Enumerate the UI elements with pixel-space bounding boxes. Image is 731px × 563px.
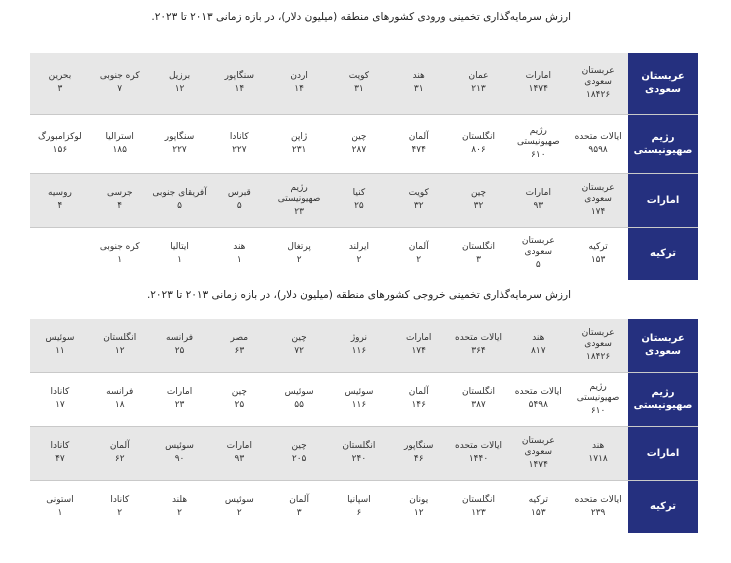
cell-country-name: فرانسه [165, 333, 194, 344]
table-cell [449, 173, 509, 227]
cell-country-name: هلند [171, 494, 188, 505]
table-cell [209, 114, 269, 173]
cell-country-name: کویت [348, 71, 370, 82]
cell-value: ۱۴۶ [411, 400, 426, 410]
cell-value: ۲۵ [234, 400, 245, 410]
table-cell [508, 114, 568, 173]
cell-country-name: سنگاپور [403, 441, 434, 451]
cell-value: ۵ [535, 260, 541, 271]
cell-country-name: هند [592, 441, 605, 451]
cell-value: ۱۴ [234, 84, 245, 95]
cell-value: ۱۴۴۰ [468, 454, 489, 464]
table-cell [150, 372, 210, 426]
table-cell [30, 480, 90, 533]
table-cell [508, 227, 568, 280]
cell-country-name: انگلستان [461, 387, 496, 397]
cell-country-name: ایرلند [348, 241, 369, 252]
cell-value: ۴ [57, 201, 63, 211]
cell-country-name: عربستان سعودی [521, 236, 555, 258]
cell-value: ۷ [117, 84, 123, 95]
table-cell [30, 227, 90, 280]
table-cell [209, 53, 269, 114]
cell-country-name: عمان [468, 71, 489, 82]
table-cell [90, 319, 150, 372]
table-cell [90, 372, 150, 426]
table-cell [30, 173, 90, 227]
cell-value: ۲۲۷ [172, 144, 187, 155]
table-cell [30, 372, 90, 426]
cell-country-name: رژیم صهیونیستی [576, 381, 620, 403]
cell-country-name: امارات [226, 441, 253, 451]
cell-country-name: هند [532, 333, 545, 344]
cell-value: ۴۷۴ [411, 144, 426, 155]
cell-value: ۲۸۷ [351, 144, 367, 155]
cell-value: ۲۵ [354, 201, 364, 211]
cell-value: ۳۱ [413, 84, 424, 95]
cell-country-name: سوئیس [224, 494, 254, 505]
table-cell [568, 173, 628, 227]
table-cell [150, 173, 210, 227]
cell-value: ۷۲ [294, 346, 304, 357]
cell-country-name: کنیا [352, 188, 366, 198]
cell-value: ۱۷ [55, 400, 65, 410]
table-cell [389, 426, 449, 480]
cell-value: ۲ [356, 254, 362, 265]
table-cell [269, 480, 329, 533]
cell-value: ۲ [296, 254, 302, 265]
table-cell [329, 173, 389, 227]
table-cell [30, 426, 90, 480]
table-cell [508, 480, 568, 533]
table-cell [209, 426, 269, 480]
row-header-country: رژیم صهیونیستی [628, 114, 698, 173]
cell-country-name: کانادا [50, 387, 70, 397]
table-cell [449, 372, 509, 426]
table-row [30, 114, 698, 173]
cell-country-name: استونی [46, 494, 74, 505]
table-cell [449, 53, 509, 114]
table-cell [90, 227, 150, 280]
cell-country-name: کانادا [50, 441, 70, 451]
table-row [30, 227, 698, 280]
table-cell [209, 372, 269, 426]
outbound-investment-table [30, 319, 698, 533]
table-cell [508, 372, 568, 426]
cell-country-name: برزیل [168, 71, 191, 82]
table-cell [568, 372, 628, 426]
cell-value: ۱۸ [114, 400, 125, 410]
table-cell [269, 426, 329, 480]
table-row [30, 372, 698, 426]
table-cell [508, 426, 568, 480]
table-cell [389, 227, 449, 280]
cell-country-name: چین [291, 441, 307, 451]
table-cell [568, 53, 628, 114]
cell-country-name: انگلستان [461, 131, 496, 142]
cell-country-name: ایالات متحده [514, 387, 562, 397]
cell-value: ۹۰ [174, 454, 185, 464]
cell-country-name: چین [291, 333, 307, 344]
table-cell [329, 114, 389, 173]
cell-country-name: کره جنوبی [99, 71, 140, 82]
cell-value: ۲۳۱ [291, 144, 307, 155]
table-cell [30, 114, 90, 173]
table-row [30, 319, 698, 372]
row-header-country: ترکیه [628, 227, 698, 280]
cell-country-name: استرالیا [105, 131, 134, 142]
cell-value: ۹۳ [234, 454, 245, 464]
cell-value: ۳۲ [413, 201, 424, 211]
cell-country-name: یونان [409, 494, 429, 505]
row-header-country: عربستان سعودی [628, 53, 698, 114]
cell-country-name: امارات [166, 387, 193, 397]
cell-value: ۱۲ [174, 84, 185, 95]
table-cell [508, 53, 568, 114]
cell-country-name: انگلستان [461, 241, 496, 252]
table-cell [508, 173, 568, 227]
row-header-country: عربستان سعودی [628, 319, 698, 372]
cell-value: ۲۳ [174, 400, 185, 410]
cell-value: ۱۲ [413, 507, 424, 518]
cell-country-name: چین [470, 188, 487, 198]
table-cell [449, 426, 509, 480]
cell-country-name: جرسی [106, 188, 133, 198]
cell-value: ۵ [236, 201, 242, 211]
cell-value: ۵۴۹۸ [528, 400, 548, 410]
table-cell [269, 319, 329, 372]
cell-value: ۱ [177, 254, 182, 265]
table-cell [30, 53, 90, 114]
cell-value: ۱ [236, 254, 242, 265]
cell-value: ۱۴۷۴ [528, 84, 548, 95]
cell-value: ۱۲ [114, 346, 125, 357]
cell-country-name: اسپانیا [347, 494, 371, 505]
table-cell [269, 114, 329, 173]
cell-value: ۱۸۴۲۶ [586, 351, 611, 362]
table-row [30, 480, 698, 533]
cell-country-name: لوکزامبورگ [38, 131, 82, 142]
table-cell [209, 173, 269, 227]
cell-value: ۱۸۴۲۶ [586, 89, 611, 100]
cell-country-name: سوئیس [284, 387, 314, 397]
cell-value: ۳۶۴ [471, 346, 486, 357]
table-cell [209, 480, 269, 533]
cell-value: ۵۵ [294, 400, 304, 410]
cell-value: ۴۷ [55, 454, 65, 464]
cell-country-name: امارات [406, 333, 432, 344]
cell-country-name: ایالات متحده [455, 441, 502, 451]
cell-country-name: عربستان سعودی [581, 182, 615, 204]
cell-value: ۴۶ [413, 454, 424, 464]
cell-country-name: ترکیه [528, 494, 548, 505]
inbound-investment-table [30, 53, 698, 280]
cell-country-name: آلمان [408, 387, 429, 397]
cell-value: ۳۲ [473, 201, 484, 211]
table-cell [269, 173, 329, 227]
cell-value: ۱ [117, 254, 123, 265]
table-cell [90, 480, 150, 533]
table-cell [449, 480, 509, 533]
row-header-country: رژیم صهیونیستی [628, 372, 698, 426]
cell-value: ۶ [356, 507, 362, 518]
cell-country-name: رژیم صهیونیستی [516, 126, 560, 147]
cell-country-name: بحرین [48, 71, 72, 82]
cell-country-name: نروژ [350, 333, 367, 344]
cell-value: ۹۵۹۸ [588, 144, 608, 155]
cell-value: ۱ [57, 507, 63, 518]
cell-country-name: چین [351, 131, 367, 142]
cell-country-name: چین [231, 387, 247, 397]
table-cell [389, 480, 449, 533]
cell-value: ۲۳ [294, 206, 304, 217]
table-cell [449, 319, 509, 372]
cell-country-name: انگلستان [461, 494, 496, 505]
cell-value: ۲۴۰ [351, 454, 367, 464]
table-cell [329, 227, 389, 280]
table-cell [90, 173, 150, 227]
cell-country-name: کانادا [229, 131, 249, 142]
cell-value: ۱۴۷۴ [528, 459, 548, 470]
cell-country-name: اردن [290, 71, 308, 82]
table-cell [568, 227, 628, 280]
cell-value: ۶۲ [114, 454, 125, 464]
cell-value: ۲ [416, 254, 422, 265]
cell-value: ۱۲۳ [471, 507, 486, 518]
cell-country-name: آلمان [289, 494, 310, 505]
table-cell [389, 173, 449, 227]
cell-country-name: رژیم صهیونیستی [277, 182, 321, 204]
table-cell [209, 227, 269, 280]
cell-value: ۸۰۶ [471, 144, 486, 155]
row-header-country: ترکیه [628, 480, 698, 533]
table-row [30, 53, 698, 114]
table-cell [389, 53, 449, 114]
cell-country-name: سوئیس [165, 441, 194, 451]
cell-country-name: آلمان [408, 131, 429, 142]
cell-value: ۱۱۶ [351, 346, 367, 357]
table-cell [150, 319, 210, 372]
table-cell [568, 426, 628, 480]
cell-country-name: هند [233, 241, 246, 252]
table-cell [568, 114, 628, 173]
cell-value: ۲ [117, 507, 123, 518]
table-cell [329, 480, 389, 533]
table-cell [329, 319, 389, 372]
cell-value: ۳ [296, 507, 302, 518]
table-cell [269, 227, 329, 280]
table-cell [568, 480, 628, 533]
table-cell [329, 372, 389, 426]
cell-country-name: ایالات متحده [574, 494, 622, 505]
cell-country-name: امارات [525, 71, 551, 82]
cell-value: ۱۵۶ [52, 144, 68, 155]
table-cell [269, 53, 329, 114]
table-cell [508, 319, 568, 372]
table-cell [449, 227, 509, 280]
cell-country-name: سوئیس [344, 387, 374, 397]
cell-country-name: ایتالیا [170, 241, 189, 252]
cell-value: ۱۱ [55, 346, 65, 357]
inbound-caption: ارزش سرمایه‌گذاری تخمینی ورودی کشورهای منطقه (میلیون دلار)، در بازه زمانی ۲۰۱۳ تا ۲۰۲۳. [151, 11, 571, 23]
table-cell [150, 227, 210, 280]
cell-value: ۶۱۰ [531, 150, 546, 160]
cell-country-name: ژاپن [291, 131, 308, 142]
cell-value: ۵ [177, 201, 182, 211]
cell-country-name: عربستان سعودی [581, 327, 615, 349]
cell-value: ۱۸۵ [112, 144, 127, 155]
cell-country-name: روسیه [48, 188, 72, 198]
cell-value: ۲ [177, 507, 182, 518]
cell-value: ۸۱۷ [531, 346, 546, 357]
cell-country-name: آلمان [408, 241, 429, 252]
row-header-country: امارات [628, 173, 698, 227]
cell-value: ۲ [236, 507, 242, 518]
cell-value: ۱۵۳ [590, 254, 606, 265]
cell-country-name: کویت [408, 188, 429, 198]
cell-country-name: سنگاپور [164, 131, 195, 142]
cell-value: ۱۴ [294, 84, 304, 95]
cell-value: ۱۷۴ [590, 206, 606, 217]
table-cell [30, 319, 90, 372]
table-cell [269, 372, 329, 426]
cell-country-name: فرانسه [106, 387, 134, 397]
cell-value: ۲۱۳ [471, 84, 486, 95]
cell-value: ۱۱۶ [351, 400, 367, 410]
cell-value: ۹۳ [533, 201, 544, 211]
cell-country-name: آلمان [109, 441, 130, 451]
table-cell [449, 114, 509, 173]
table-cell [150, 480, 210, 533]
cell-country-name: مصر [230, 333, 249, 344]
outbound-caption: ارزش سرمایه‌گذاری تخمینی خروجی کشورهای منطقه (میلیون دلار)، در بازه زمانی ۲۰۱۳ تا ۲۰۲۳. [146, 289, 571, 301]
table-cell [389, 319, 449, 372]
table-cell [90, 114, 150, 173]
table-cell [389, 372, 449, 426]
table-cell [329, 53, 389, 114]
cell-country-name: ترکیه [588, 241, 608, 252]
cell-value: ۱۵۳ [531, 507, 546, 518]
cell-country-name: انگلستان [342, 441, 376, 451]
cell-value: ۳ [57, 84, 63, 95]
cell-country-name: هند [412, 71, 425, 82]
cell-value: ۳۱ [354, 84, 364, 95]
cell-country-name: آفریقای جنوبی [152, 188, 207, 198]
cell-country-name: قبرس [227, 188, 251, 198]
row-header-country: امارات [628, 426, 698, 480]
cell-value: ۲۰۵ [291, 454, 307, 464]
table-cell [150, 114, 210, 173]
table-row [30, 426, 698, 480]
cell-value: ۲۲۷ [232, 144, 247, 155]
cell-country-name: ایالات متحده [455, 333, 502, 344]
cell-country-name: کانادا [110, 494, 130, 505]
cell-value: ۱۷۴ [411, 346, 426, 357]
cell-value: ۲۳۹ [590, 507, 606, 518]
cell-value: ۶۳ [234, 346, 245, 357]
cell-country-name: امارات [525, 188, 551, 198]
table-cell [389, 114, 449, 173]
cell-value: ۴ [117, 201, 123, 211]
cell-country-name: سنگاپور [224, 71, 255, 82]
table-cell [150, 53, 210, 114]
cell-country-name: ایالات متحده [574, 131, 622, 142]
cell-country-name: پرتغال [287, 241, 311, 252]
cell-value: ۳ [476, 254, 481, 265]
cell-value: ۱۷۱۸ [588, 454, 608, 464]
cell-country-name: عربستان سعودی [581, 65, 615, 87]
table-cell [90, 53, 150, 114]
cell-value: ۳۸۷ [471, 400, 486, 410]
table-cell [329, 426, 389, 480]
cell-value: ۶۱۰ [590, 405, 606, 416]
table-cell [150, 426, 210, 480]
table-cell [568, 319, 628, 372]
cell-country-name: عربستان سعودی [521, 435, 555, 457]
cell-value: ۲۵ [174, 346, 185, 357]
cell-country-name: کره جنوبی [99, 241, 140, 252]
table-cell [90, 426, 150, 480]
table-cell [209, 319, 269, 372]
table-row [30, 173, 698, 227]
cell-country-name: انگلستان [103, 333, 137, 344]
cell-country-name: سوئیس [45, 333, 75, 344]
